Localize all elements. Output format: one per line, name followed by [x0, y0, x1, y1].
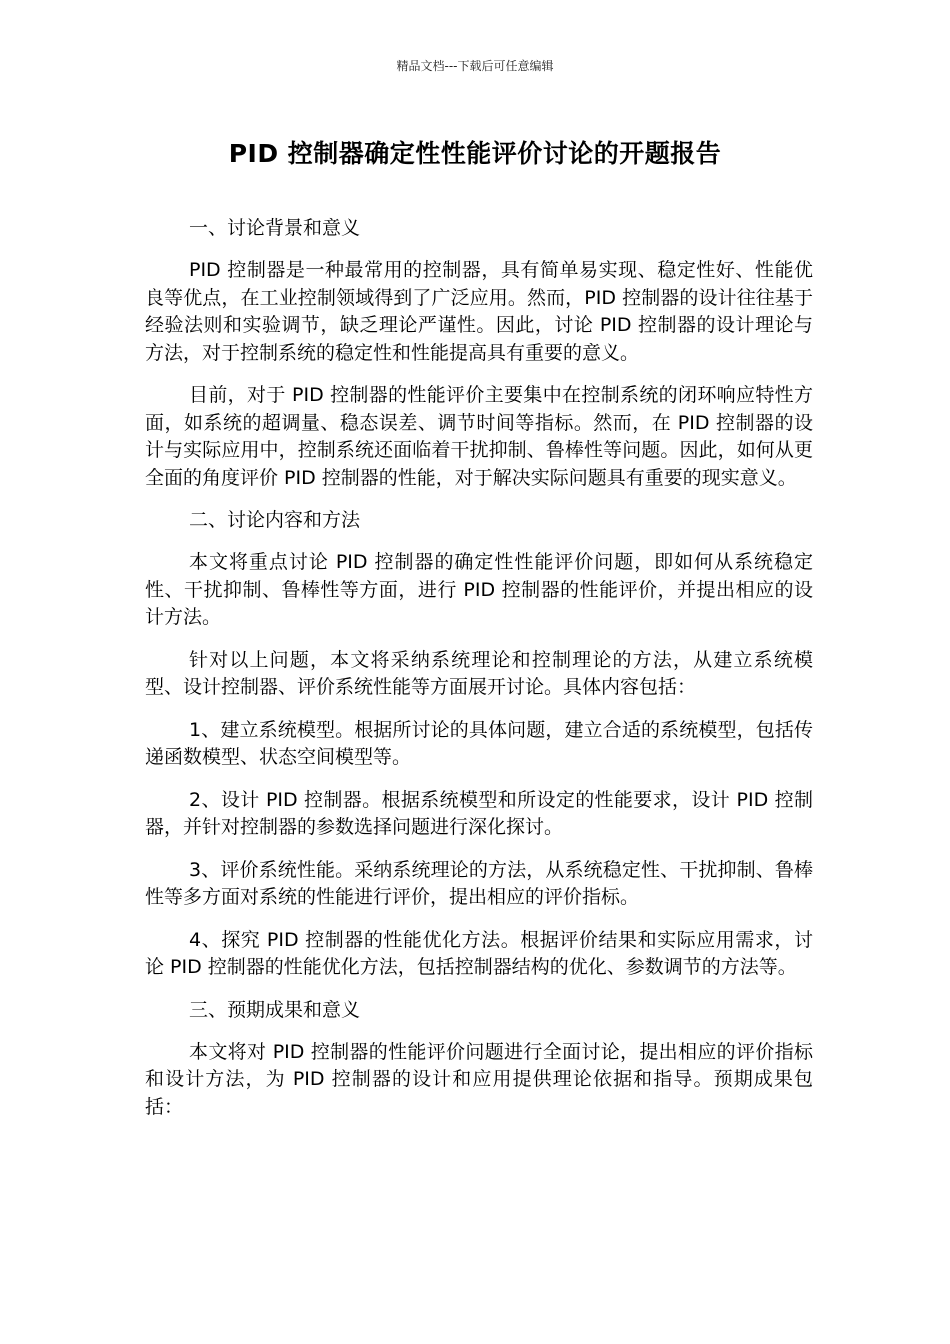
- section-expected-results: [145, 997, 813, 1122]
- section-heading: 一、讨论背景和意义: [189, 217, 361, 239]
- section-content-method: [145, 507, 813, 982]
- paragraph: 针对以上问题，本文将采纳系统理论和控制理论的方法，从建立系统模型、设计控制器、评价系统性能等方面展开讨论。具体内容包括：: [145, 648, 813, 698]
- paragraph: 本文将重点讨论 PID 控制器的确定性性能评价问题，即如何从系统稳定性、干扰抑制、鲁棒性等方面，进行 PID 控制器的性能评价，并提出相应的设计方法。: [145, 551, 813, 628]
- document-title: PID 控制器确定性性能评价讨论的开题报告: [228, 139, 722, 168]
- section-heading: 二、讨论内容和方法: [189, 509, 361, 531]
- list-item: 2、设计 PID 控制器。根据系统模型和所设定的性能要求，设计 PID 控制器，并针对控制器的参数选择问题进行深化探讨。: [145, 788, 813, 838]
- list-item: 3、评价系统性能。采纳系统理论的方法，从系统稳定性、干扰抑制、鲁棒性等多方面对系统的性能进行评价，提出相应的评价指标。: [145, 858, 813, 908]
- paragraph: 目前，对于 PID 控制器的性能评价主要集中在控制系统的闭环响应特性方面，如系统的超调量、稳态误差、调节时间等指标。然而，在 PID 控制器的设计与实际应用中，控制系统还面临着干扰抑制、鲁棒性等问题。因此，如何从更全面的角度评价 PID 控制器的性能，对于解决实际问题具有重要的现实意义。: [145, 384, 813, 489]
- list-item: 4、探究 PID 控制器的性能优化方法。根据评价结果和实际应用需求，讨论 PID 控制器的性能优化方法，包括控制器结构的优化、参数调节的方法等。: [145, 928, 813, 978]
- section-background: [145, 215, 813, 492]
- section-heading: 三、预期成果和意义: [189, 998, 361, 1021]
- list-item: 1、建立系统模型。根据所讨论的具体问题，建立合适的系统模型，包括传递函数模型、状态空间模型等。: [145, 718, 813, 768]
- paragraph: PID 控制器是一种最常用的控制器，具有简单易实现、稳定性好、性能优良等优点，在工业控制领域得到了广泛应用。然而，PID 控制器的设计往往基于经验法则和实验调节，缺乏理论严谨性。因此，讨论 PID 控制器的设计理论与方法，对于控制系统的稳定性和性能提高具有重要的意义。: [145, 259, 813, 364]
- page-header: 精品文档---下载后可任意编辑: [396, 59, 554, 73]
- document-body: [145, 215, 813, 1136]
- paragraph: 本文将对 PID 控制器的性能评价问题进行全面讨论，提出相应的评价指标和设计方法，为 PID 控制器的设计和应用提供理论依据和指导。预期成果包括：: [145, 1040, 813, 1118]
